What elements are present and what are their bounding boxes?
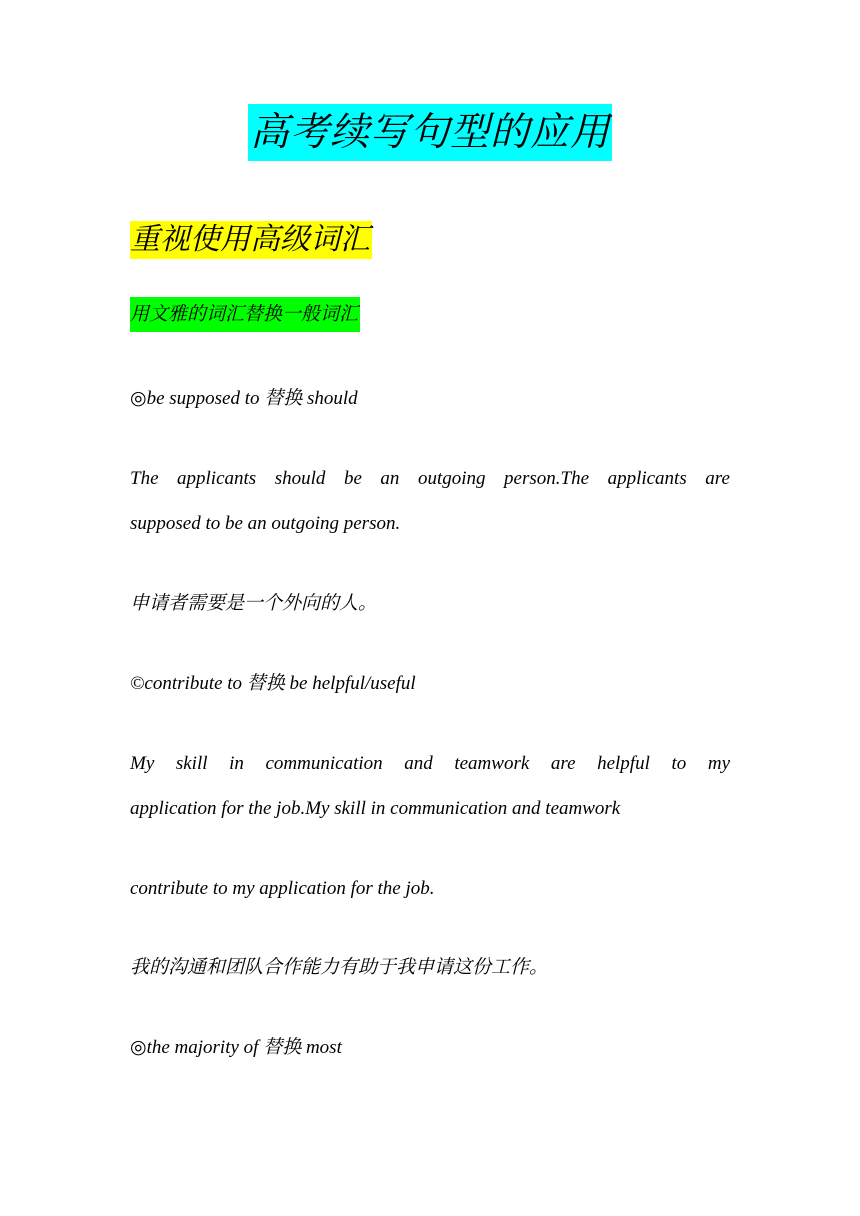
rule-1: ◎be supposed to 替换 should — [130, 388, 358, 409]
word: teamwork — [454, 753, 530, 774]
word: My — [130, 753, 155, 774]
title-wrapper — [0, 104, 860, 161]
example-1-line-2: supposed to be an outgoing person. — [130, 513, 401, 534]
subsection-heading: 用文雅的词汇替换一般词汇 — [130, 297, 360, 332]
word: to — [671, 753, 687, 774]
word: and — [404, 753, 433, 774]
word: an — [380, 468, 400, 489]
translation-2: 我的沟通和团队合作能力有助于我申请这份工作。 — [130, 957, 549, 978]
word: outgoing — [417, 468, 486, 489]
word: applicants — [177, 468, 257, 489]
word: The — [130, 468, 159, 489]
example-2-line-3: contribute to my application for the job. — [130, 878, 435, 899]
word: in — [229, 753, 244, 774]
word: are — [550, 753, 576, 774]
word: applicants — [607, 468, 687, 489]
word: are — [705, 468, 730, 489]
example-2-line-1 — [130, 752, 730, 776]
rule-3: ◎the majority of 替换 most — [130, 1037, 342, 1058]
word: person.The — [504, 468, 590, 489]
translation-1: 申请者需要是一个外向的人。 — [130, 593, 378, 614]
word: helpful — [597, 753, 650, 774]
page-title: 高考续写句型的应用 — [248, 104, 612, 161]
word: should — [274, 468, 326, 489]
rule-2: ©contribute to 替换 be helpful/useful — [130, 673, 416, 694]
word: be — [343, 468, 362, 489]
word: my — [707, 753, 730, 774]
example-2-line-2: application for the job.My skill in communication and teamwork — [130, 798, 621, 819]
example-1-line-1 — [130, 467, 730, 491]
section-heading: 重视使用高级词汇 — [130, 221, 372, 259]
word: skill — [175, 753, 208, 774]
word: communication — [265, 753, 383, 774]
